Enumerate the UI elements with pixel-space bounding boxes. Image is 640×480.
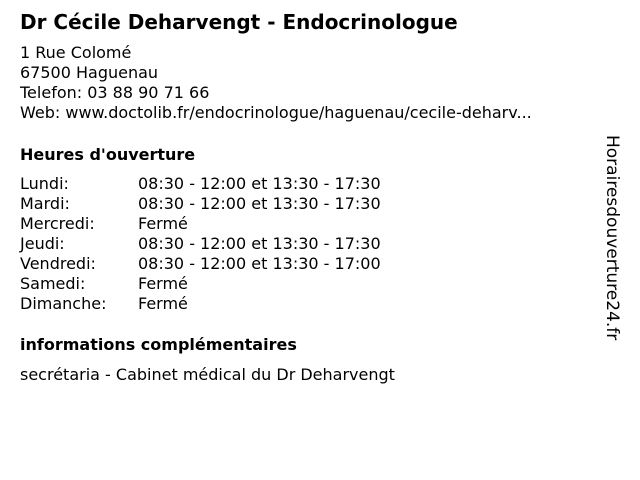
- additional-info-heading: informations complémentaires: [20, 335, 297, 354]
- website-label: Web:: [20, 103, 66, 122]
- hours-day: Dimanche:: [20, 294, 107, 313]
- hours-day: Samedi:: [20, 274, 86, 293]
- hours-time: Fermé: [138, 274, 188, 293]
- hours-time: Fermé: [138, 294, 188, 313]
- hours-time: Fermé: [138, 214, 188, 233]
- hours-day: Jeudi:: [20, 234, 65, 253]
- address-street: 1 Rue Colomé: [20, 43, 132, 62]
- hours-day: Mardi:: [20, 194, 70, 213]
- additional-info-text: secrétaria - Cabinet médical du Dr Deharvengt: [20, 365, 395, 384]
- page-title: Dr Cécile Deharvengt - Endocrinologue: [20, 10, 458, 34]
- hours-time: 08:30 - 12:00 et 13:30 - 17:30: [138, 174, 381, 193]
- hours-day: Lundi:: [20, 174, 69, 193]
- address-city: 67500 Haguenau: [20, 63, 159, 82]
- hours-day: Mercredi:: [20, 214, 95, 233]
- website-line: [20, 103, 532, 123]
- hours-time: 08:30 - 12:00 et 13:30 - 17:00: [138, 254, 381, 273]
- opening-hours-heading: Heures d'ouverture: [20, 145, 196, 164]
- hours-time: 08:30 - 12:00 et 13:30 - 17:30: [138, 194, 381, 213]
- site-watermark: Horairesdouverture24.fr: [602, 135, 622, 341]
- hours-day: Vendredi:: [20, 254, 96, 273]
- phone-number[interactable]: Telefon: 03 88 90 71 66: [20, 83, 210, 102]
- hours-time: 08:30 - 12:00 et 13:30 - 17:30: [138, 234, 381, 253]
- website-link[interactable]: www.doctolib.fr/endocrinologue/haguenau/cecile-deharv...: [65, 103, 532, 122]
